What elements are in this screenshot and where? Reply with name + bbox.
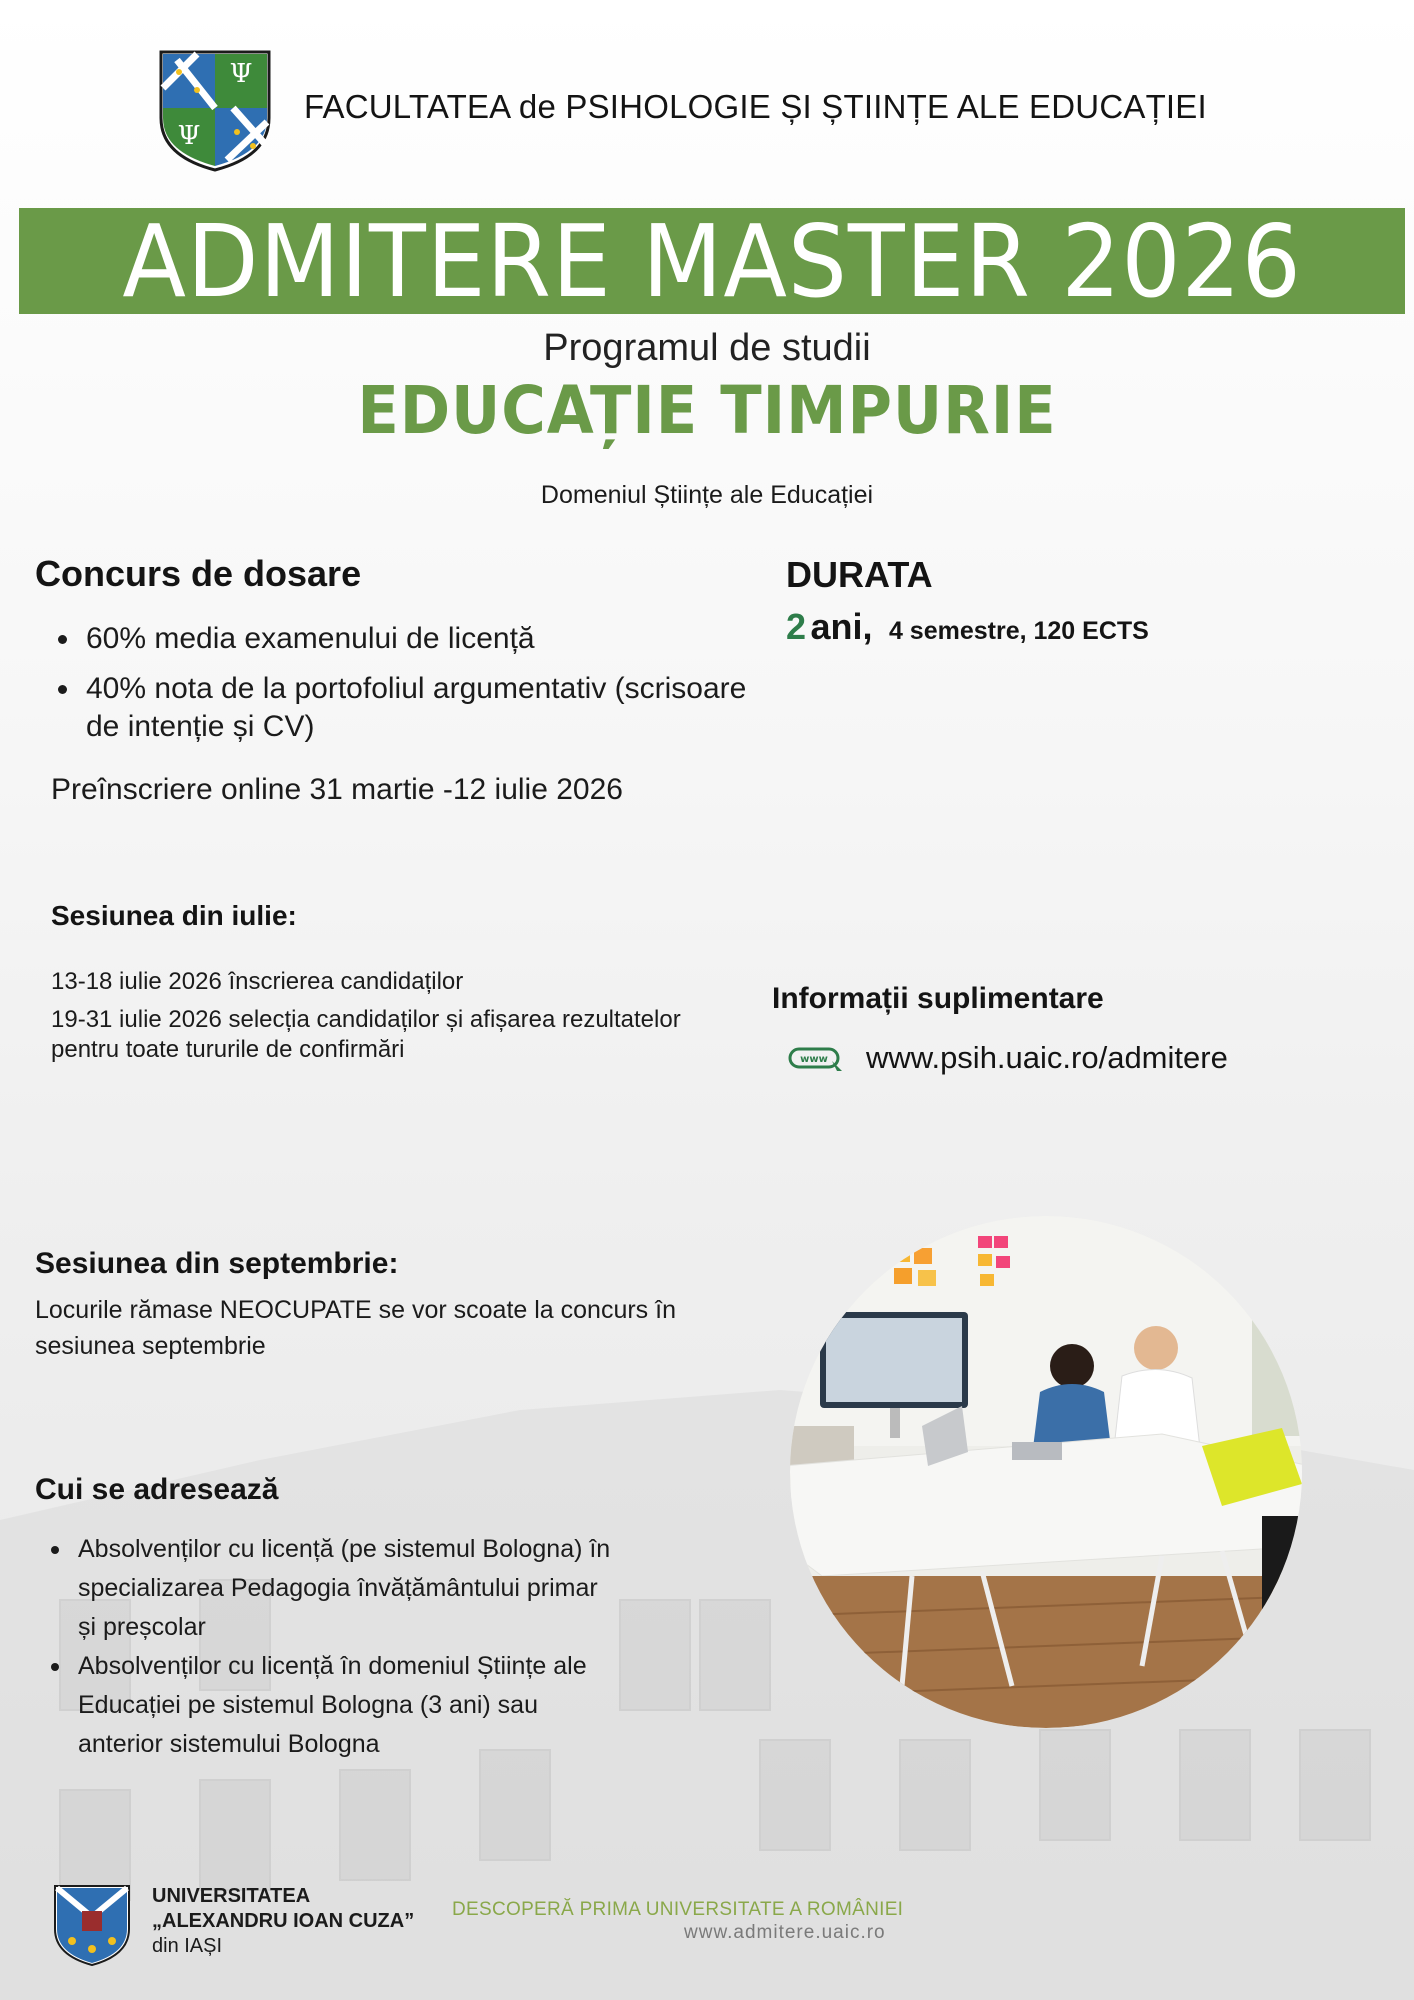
- adresare-title: Cui se adresează: [35, 1473, 279, 1506]
- university-line: UNIVERSITATEA: [152, 1885, 311, 1907]
- program-domain: Domeniul Științe ale Educației: [540, 481, 874, 509]
- footer-url-link[interactable]: www.admitere.uaic.ro: [684, 1922, 886, 1943]
- university-line: din IAȘI: [152, 1935, 223, 1957]
- schedule-line: 13-18 iulie 2026 înscrierea candidaților: [51, 968, 464, 995]
- admission-banner: [19, 202, 1405, 320]
- university-line: „ALEXANDRU IOAN CUZA”: [152, 1910, 415, 1932]
- durata-unit: ani,: [810, 606, 873, 647]
- schedule-line: 19-31 iulie 2026 selecția candidaților și afișarea rezultatelor pentru toate tururile de confirmări: [51, 1006, 681, 1063]
- concurs-title: Concurs de dosare: [35, 553, 362, 594]
- faculty-name: FACULTATEA de PSIHOLOGIE ȘI ȘTIINȚE ALE EDUCAȚIEI: [304, 88, 1207, 125]
- banner-title: ADMITERE MASTER 2026: [122, 202, 1302, 320]
- university-name: [152, 1884, 414, 1959]
- list-item: Absolvenților cu licență în domeniul Științe ale Educației pe sistemul Bologna (3 ani) sau anterior sistemului Bologna: [40, 1647, 620, 1764]
- info-url-link[interactable]: www.psih.uaic.ro/admitere: [866, 1040, 1228, 1075]
- durata-title: DURATA: [786, 554, 933, 595]
- svg-text:www: www: [800, 1054, 828, 1065]
- list-item: 60% media examenului de licență: [50, 620, 750, 658]
- durata-detail: 4 semestre, 120 ECTS: [888, 617, 1149, 645]
- list-item: Absolvenților cu licență (pe sistemul Bologna) în specializarea Pedagogia învățământului primar și preșcolar: [40, 1530, 620, 1647]
- list-item: 40% nota de la portofoliul argumentativ (scrisoare de intenție și CV): [50, 670, 750, 746]
- info-title: Informații suplimentare: [772, 982, 1104, 1015]
- program-label: Programul de studii: [543, 327, 871, 369]
- svg-text:Ψ: Ψ: [229, 59, 253, 89]
- septembrie-text: Locurile rămase NEOCUPATE se vor scoate la concurs în sesiunea septembrie: [35, 1296, 676, 1360]
- durata-number: 2: [786, 606, 807, 647]
- svg-text:Ψ: Ψ: [177, 121, 201, 151]
- classroom-photo: [782, 1216, 1310, 1728]
- durata-value: [786, 606, 1149, 648]
- concurs-list: [50, 620, 750, 758]
- www-icon: [788, 1045, 846, 1075]
- iulie-title: Sesiunea din iulie:: [51, 900, 297, 931]
- septembrie-title: Sesiunea din septembrie:: [35, 1247, 399, 1280]
- university-crest-icon: [52, 1883, 132, 1967]
- adresare-list: [40, 1530, 620, 1764]
- iulie-schedule: [51, 967, 691, 1073]
- preinscriere-text: Preînscriere online 31 martie -12 iulie 2026: [51, 773, 623, 806]
- program-name: EDUCAȚIE TIMPURIE: [357, 372, 1057, 449]
- footer-tagline: DESCOPERĂ PRIMA UNIVERSITATE A ROMÂNIEI: [452, 1899, 904, 1920]
- faculty-crest-icon: [157, 48, 273, 172]
